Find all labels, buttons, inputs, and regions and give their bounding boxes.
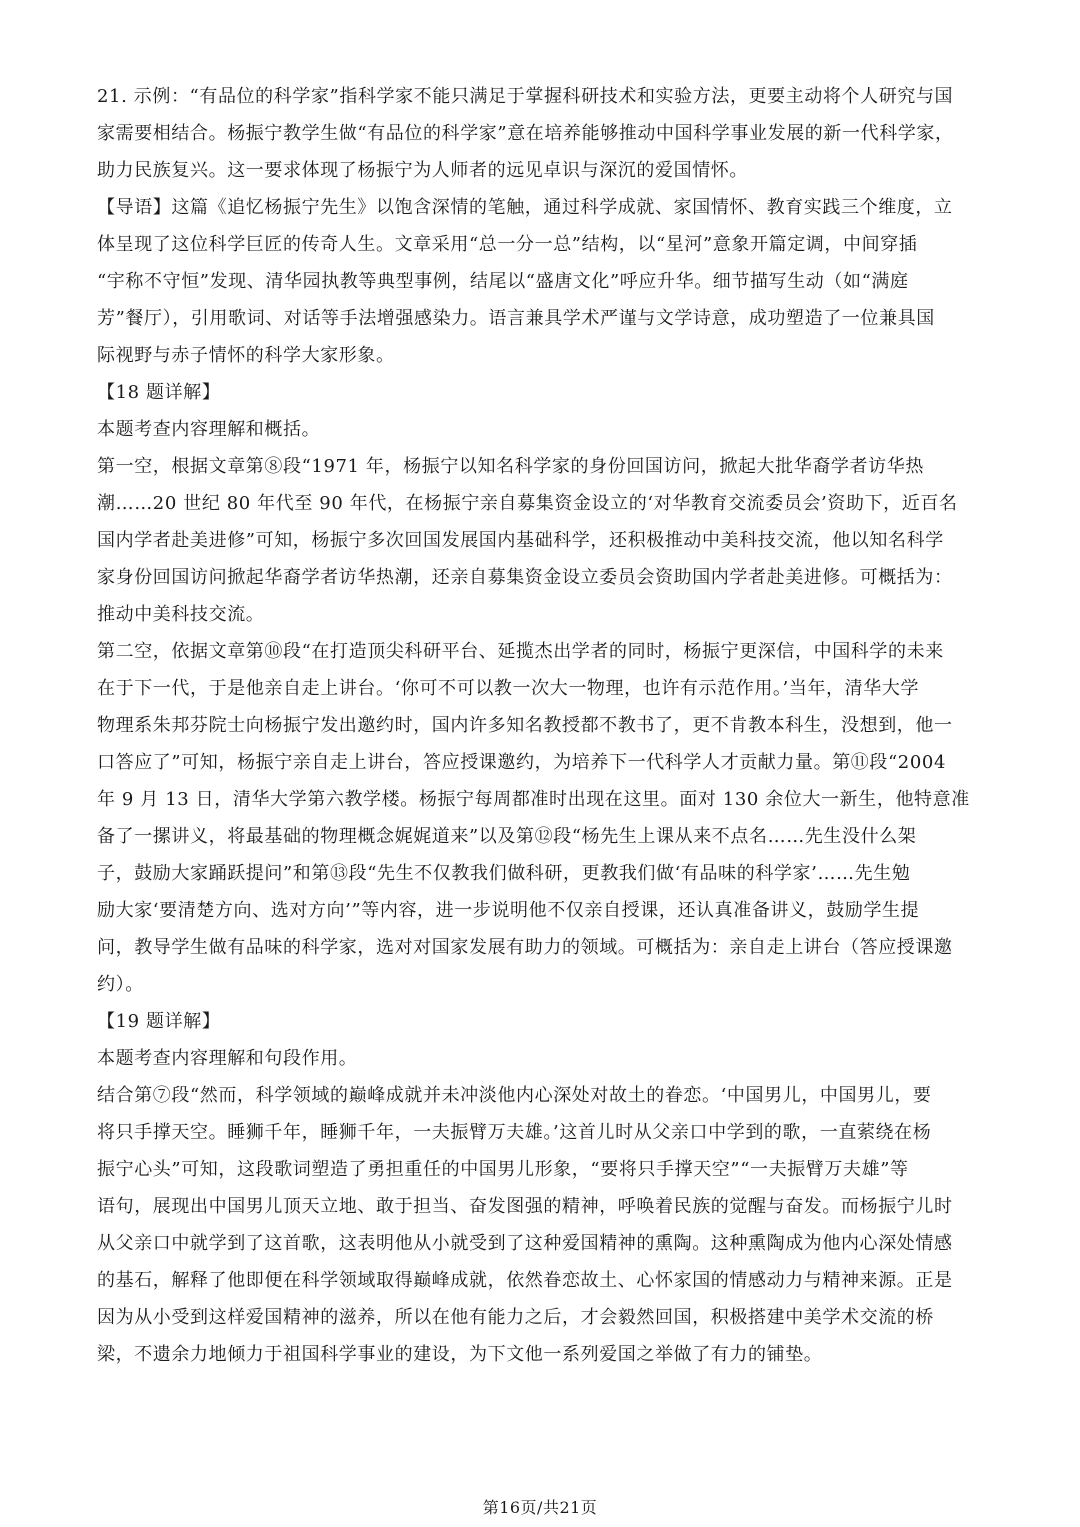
text-line: 第一空，根据文章第⑧段“1971 年，杨振宁以知名科学家的身份回国访问，掀起大批华裔学者访华热 (97, 456, 924, 477)
text-line: 第二空，依据文章第⑩段“在打造顶尖科研平台、延揽杰出学者的同时，杨振宁更深信，中国科学的未来 (97, 641, 944, 662)
text-line: 潮……20 世纪 80 年代至 90 年代，在杨振宁亲自募集资金设立的‘对华教育交流委员会’资助下，近百名 (97, 493, 958, 514)
text-line: 备了一摞讲义，将最基础的物理概念娓娓道来”以及第⑫段“杨先生上课从来不点名……先生没什么架 (97, 826, 917, 847)
text-line: 际视野与赤子情怀的科学大家形象。 (97, 345, 395, 366)
section-heading-q18: 【18 题详解】 (97, 382, 221, 403)
text-line: 在于下一代，于是他亲自走上讲台。‘你可不可以教一次大一物理，也许有示范作用。’当年，清华大学 (97, 678, 920, 699)
section-heading-q19: 【19 题详解】 (97, 1011, 221, 1032)
text-line: 国内学者赴美进修”可知，杨振宁多次回国发展国内基础科学，还积极推动中美科技交流，他以知名科学 (97, 530, 944, 551)
document-body (97, 78, 987, 1373)
text-line: 结合第⑦段“然而，科学领域的巅峰成就并未冲淡他内心深处对故土的眷恋。‘中国男儿，中国男儿，要 (97, 1085, 932, 1106)
text-line: 本题考查内容理解和句段作用。 (97, 1048, 358, 1069)
text-line: 振宁心头”可知，这段歌词塑造了勇担重任的中国男儿形象，“要将只手撑天空”“一夫振臂万夫雄”等 (97, 1159, 909, 1180)
text-line: 问，教导学生做有品味的科学家，选对对国家发展有助力的领域。可概括为：亲自走上讲台（答应授课邀 (97, 937, 953, 958)
text-line: 从父亲口中就学到了这首歌，这表明他从小就受到了这种爱国精神的熏陶。这种熏陶成为他内心深处情感 (97, 1233, 953, 1254)
text-line: 将只手撑天空。睡狮千年，睡狮千年，一夫振臂万夫雄。’这首儿时从父亲口中学到的歌，一直萦绕在杨 (97, 1122, 932, 1143)
text-line: 励大家‘要清楚方向、选对方向’”等内容，进一步说明他不仅亲自授课，还认真准备讲义，鼓励学生提 (97, 900, 920, 921)
text-line: 芳”餐厅），引用歌词、对话等手法增强感染力。语言兼具学术严谨与文学诗意，成功塑造了一位兼具国 (97, 308, 935, 329)
text-line: 子，鼓励大家踊跃提问”和第⑬段“先生不仅教我们做科研，更教我们做‘有品味的科学家’……先生勉 (97, 863, 911, 884)
text-line: 物理系朱邦芬院士向杨振宁发出邀约时，国内许多知名教授都不教书了，更不肯教本科生，没想到，他一 (97, 715, 953, 736)
text-line: 家身份回国访问掀起华裔学者访华热潮，还亲自募集资金设立委员会资助国内学者赴美进修。可概括为： (97, 567, 953, 588)
text-line: 年 9 月 13 日，清华大学第六教学楼。杨振宁每周都准时出现在这里。面对 130 余位大一新生，他特意准 (97, 789, 970, 810)
text-line: 梁，不遗余力地倾力于祖国科学事业的建设，为下文他一系列爱国之举做了有力的铺垫。 (97, 1344, 823, 1365)
text-line: 本题考查内容理解和概括。 (97, 419, 321, 440)
text-line: “宇称不守恒”发现、清华园执教等典型事例，结尾以“盛唐文化”呼应升华。细节描写生动（如“满庭 (97, 271, 909, 292)
text-line: 体呈现了这位科学巨匠的传奇人生。文章采用“总一分一总”结构，以“星河”意象开篇定调，中间穿插 (97, 234, 918, 255)
page-number: 第16页/共21页 (482, 1498, 598, 1517)
text-line: 推动中美科技交流。 (97, 604, 265, 625)
text-line: 约）。 (97, 974, 144, 995)
text-line: 口答应了”可知，杨振宁亲自走上讲台，答应授课邀约，为培养下一代科学人才贡献力量。第⑪段“2004 (97, 752, 947, 773)
text-line: 语句，展现出中国男儿顶天立地、敢于担当、奋发图强的精神，呼唤着民族的觉醒与奋发。而杨振宁儿时 (97, 1196, 953, 1217)
text-line: 助力民族复兴。这一要求体现了杨振宁为人师者的远见卓识与深沉的爱国情怀。 (97, 160, 748, 181)
text-line: 的基石，解释了他即便在科学领域取得巅峰成就，依然眷恋故土、心怀家国的情感动力与精神来源。正是 (97, 1270, 953, 1291)
section-heading-intro: 【导语】这篇《追忆杨振宁先生》以饱含深情的笔触，通过科学成就、家国情怀、教育实践三个维度，立 (97, 197, 953, 218)
text-line: 家需要相结合。杨振宁教学生做“有品位的科学家”意在培养能够推动中国科学事业发展的新一代科学家， (97, 123, 954, 144)
text-line: 因为从小受到这样爱国精神的滋养，所以在他有能力之后，才会毅然回国，积极搭建中美学术交流的桥 (97, 1307, 934, 1328)
text-line: 21. 示例：“有品位的科学家”指科学家不能只满足于掌握科研技术和实验方法，更要主动将个人研究与国 (97, 86, 954, 107)
